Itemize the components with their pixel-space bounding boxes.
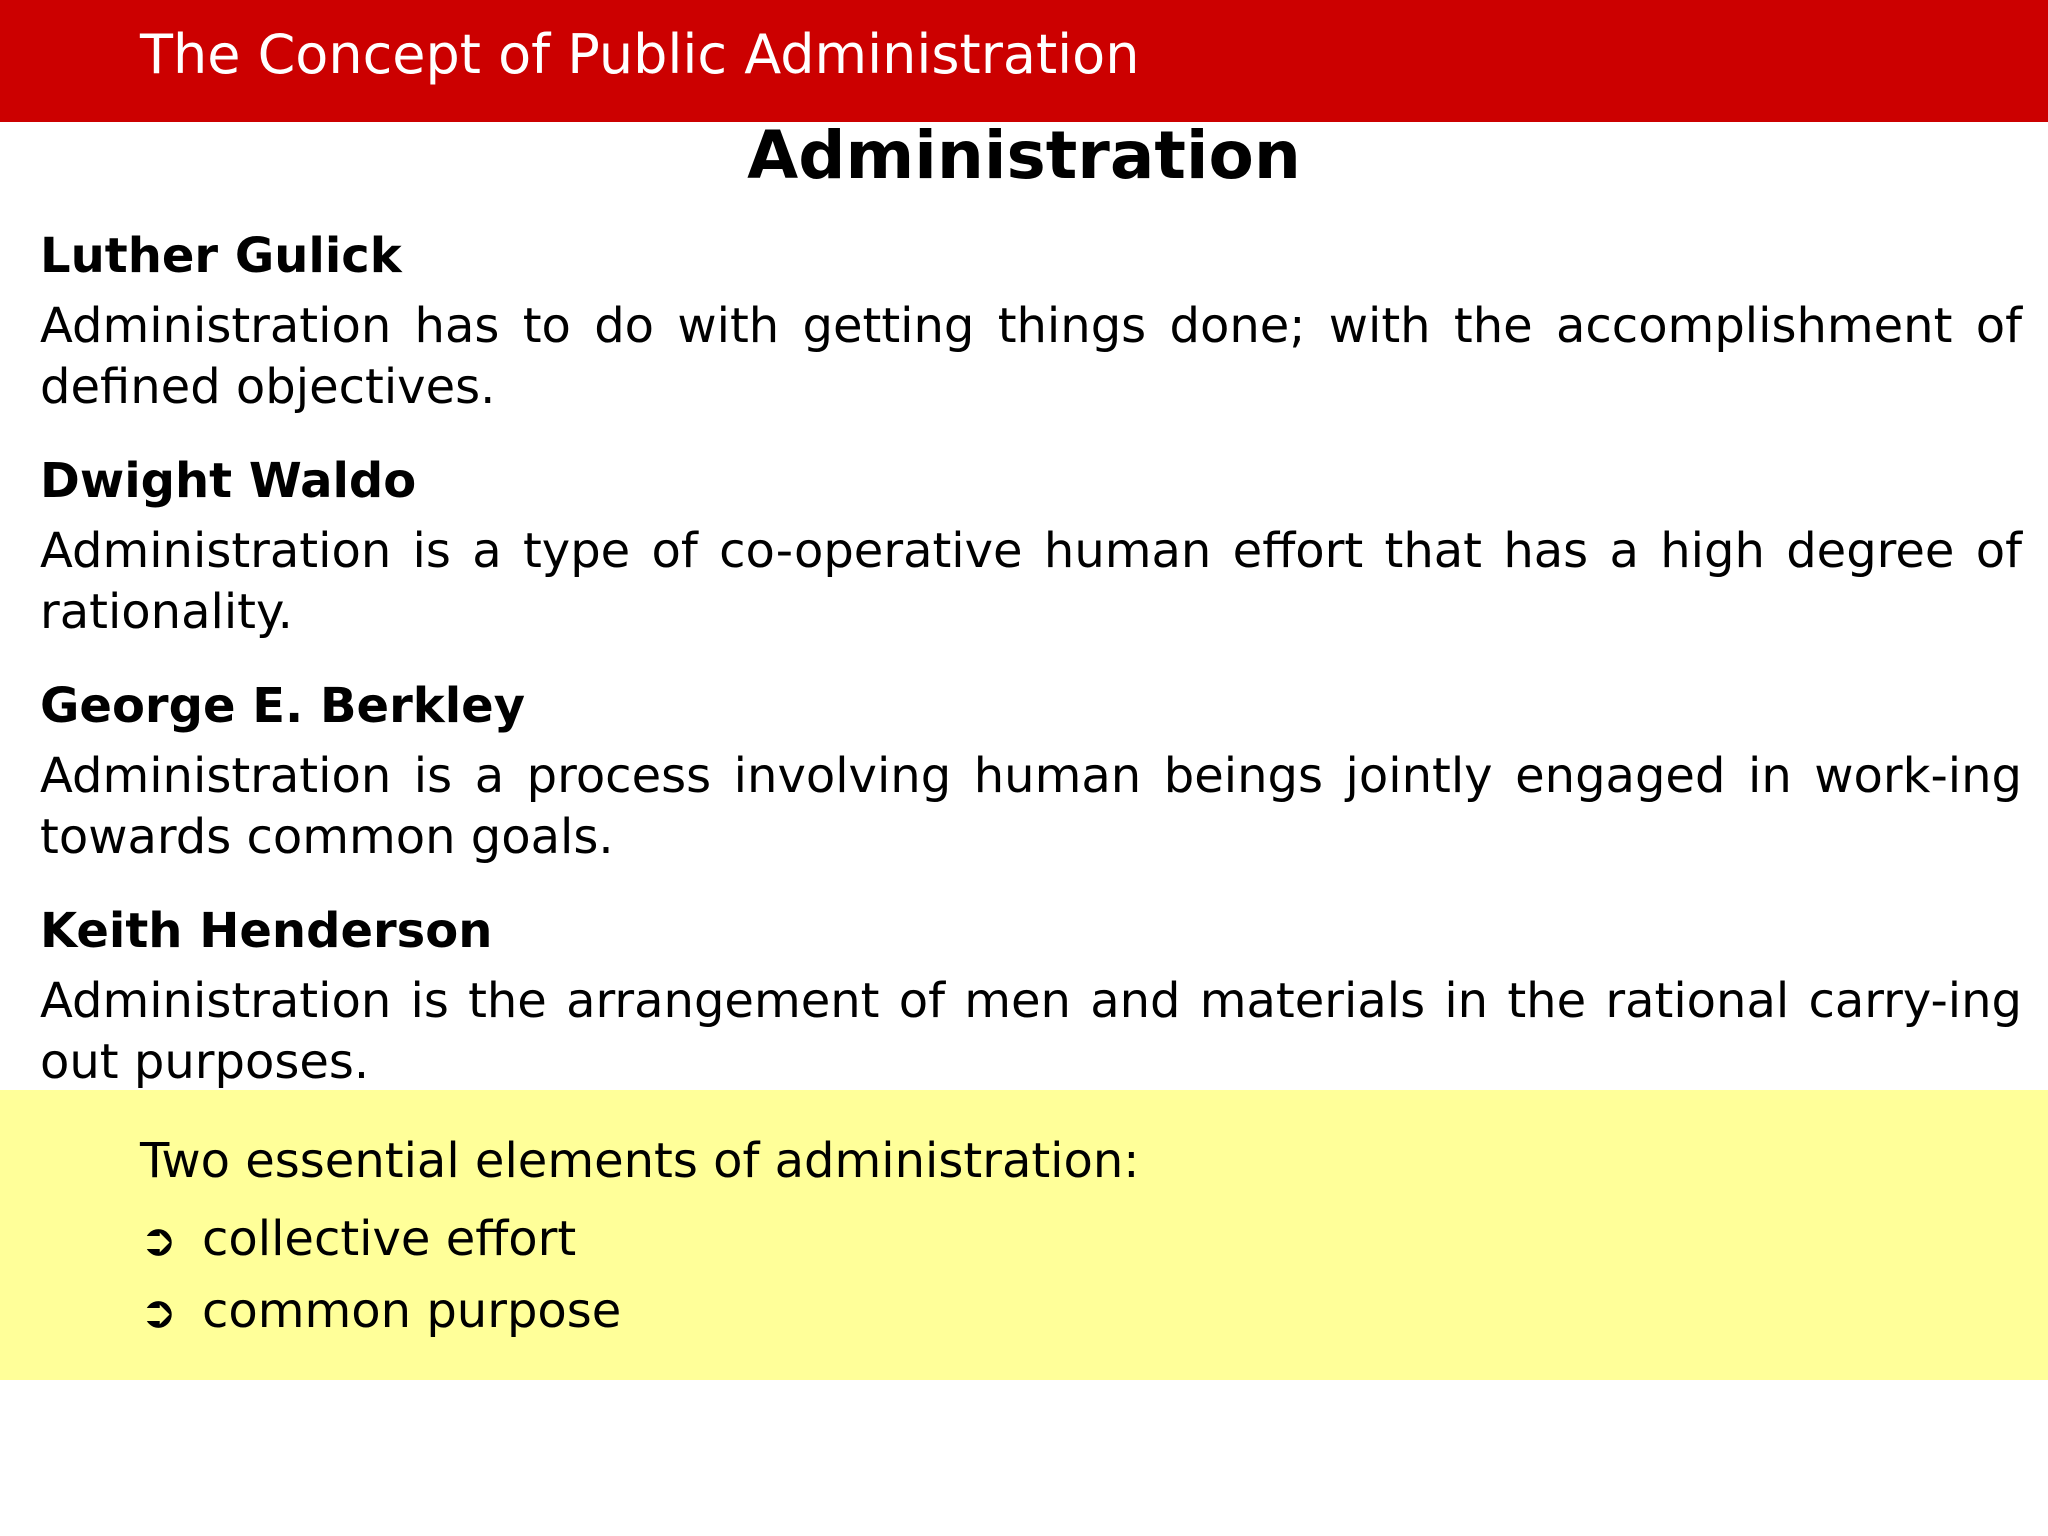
arrow-right-circle-icon: ➲ [140, 1215, 177, 1266]
author-name: Keith Henderson [40, 903, 493, 959]
definition-text: Administration is the arrangement of men and materials in the rational carry-ing out purposes. [40, 973, 2022, 1090]
element-label: collective effort [202, 1211, 577, 1267]
definition-text: Administration is a process involving human beings jointly engaged in work-ing towards common goals. [40, 748, 2022, 865]
list-item [140, 1208, 576, 1272]
summary-intro: Two essential elements of administration: [140, 1133, 1140, 1189]
header-title: The Concept of Public Administration [140, 23, 1140, 86]
author-name: Luther Gulick [40, 228, 402, 284]
definition-text: Administration is a type of co-operative human effort that has a high degree of rationality. [40, 523, 2022, 640]
author-name: Dwight Waldo [40, 453, 417, 509]
arrow-right-circle-icon: ➲ [140, 1287, 177, 1338]
list-item [140, 1280, 621, 1344]
slide-title: Administration [747, 117, 1301, 194]
element-label: common purpose [202, 1283, 622, 1339]
author-name: George E. Berkley [40, 678, 525, 734]
definition-text: Administration has to do with getting things done; with the accomplishment of defined objectives. [40, 298, 2022, 415]
